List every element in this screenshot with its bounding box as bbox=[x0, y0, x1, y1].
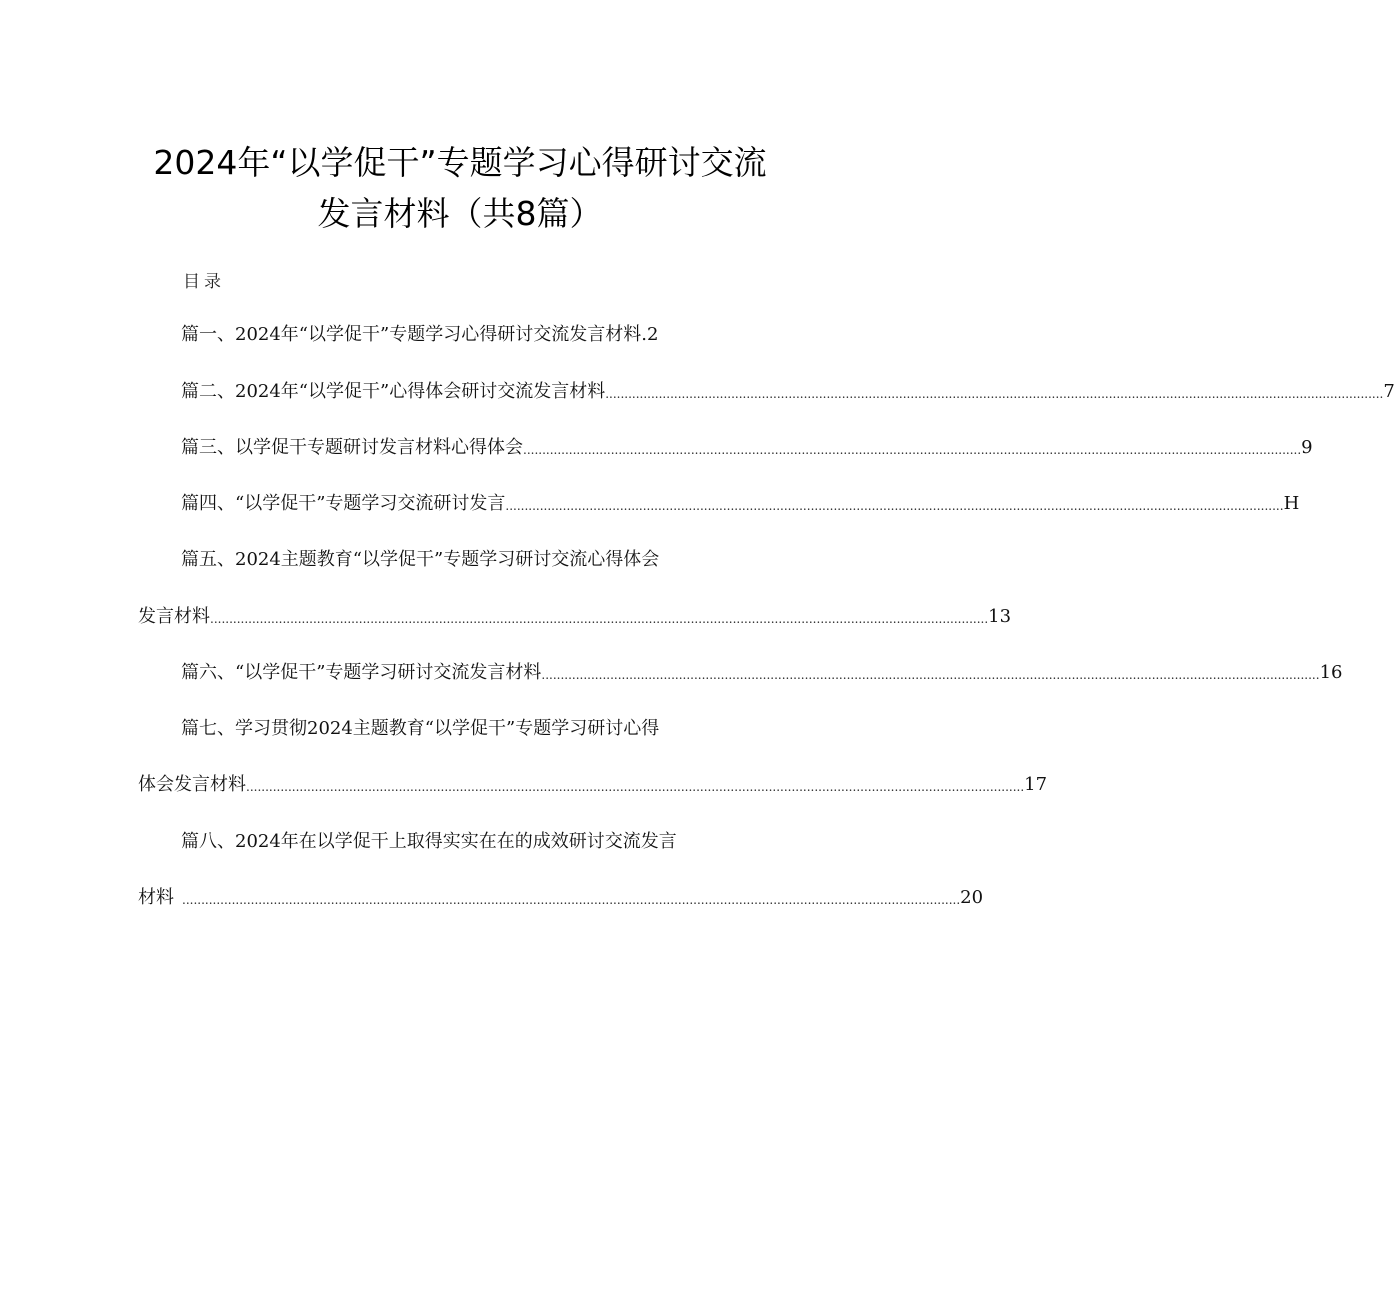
toc-entry-1-text: 篇一、2024年“以学促干”专题学习心得研讨交流发言材料 bbox=[181, 324, 642, 345]
toc-entry-6-page: 16 bbox=[1319, 662, 1343, 683]
toc-entry-4[interactable] bbox=[181, 491, 1300, 517]
toc-entry-8-continuation-text: 材料 bbox=[138, 887, 174, 908]
toc-entry-1[interactable] bbox=[181, 322, 741, 348]
toc-entry-3-leader: ............................................................................................................................................................................................................ bbox=[523, 443, 1302, 457]
document-title-line-1: 2024年“以学促干”专题学习心得研讨交流 bbox=[153, 143, 767, 182]
document-title-line-2: 发言材料（共8篇） bbox=[317, 194, 603, 233]
toc-entry-3-text: 篇三、以学促干专题研讨发言材料心得体会 bbox=[181, 437, 523, 458]
toc-entry-6[interactable] bbox=[181, 660, 1343, 686]
toc-entry-2-leader: ............................................................................................................................................................................................................ bbox=[605, 387, 1384, 401]
toc-entry-8[interactable] bbox=[181, 829, 781, 855]
toc-entry-8-text: 篇八、2024年在以学促干上取得实实在在的成效研讨交流发言 bbox=[181, 831, 677, 852]
toc-entry-7-continuation[interactable] bbox=[138, 772, 1048, 798]
toc-entry-2[interactable] bbox=[181, 379, 1395, 405]
toc-heading: 目录 bbox=[183, 272, 225, 292]
toc-entry-4-page: H bbox=[1283, 493, 1300, 514]
toc-entry-1-page: .2 bbox=[641, 324, 659, 345]
toc-entry-8-page: 20 bbox=[960, 887, 984, 908]
toc-entry-5[interactable] bbox=[181, 547, 781, 573]
toc-entry-3-page: 9 bbox=[1301, 437, 1313, 458]
toc-entry-6-text: 篇六、“以学促干”专题学习研讨交流发言材料 bbox=[181, 662, 542, 683]
toc-entry-8-continuation[interactable] bbox=[138, 885, 984, 911]
toc-entry-7-leader: ............................................................................................................................................................................................................ bbox=[246, 780, 1025, 794]
toc-entry-8-leader: ............................................................................................................................................................................................................ bbox=[182, 893, 961, 907]
toc-entry-5-text: 篇五、2024主题教育“以学促干”专题学习研讨交流心得体会 bbox=[181, 549, 660, 570]
toc-entry-5-page: 13 bbox=[988, 606, 1012, 627]
toc-entry-5-continuation[interactable] bbox=[138, 604, 1012, 630]
toc-entry-2-text: 篇二、2024年“以学促干”心得体会研讨交流发言材料 bbox=[181, 381, 606, 402]
toc-entry-6-leader: ............................................................................................................................................................................................................ bbox=[541, 668, 1320, 682]
toc-entry-5-leader: ............................................................................................................................................................................................................ bbox=[210, 612, 989, 626]
toc-entry-2-page: 7 bbox=[1383, 381, 1395, 402]
toc-entry-5-continuation-text: 发言材料 bbox=[138, 606, 210, 627]
toc-entry-7[interactable] bbox=[181, 716, 781, 742]
toc-entry-7-continuation-text: 体会发言材料 bbox=[138, 774, 246, 795]
toc-entry-4-leader: ............................................................................................................................................................................................................ bbox=[505, 499, 1284, 513]
toc-entry-3[interactable] bbox=[181, 435, 1313, 461]
toc-entry-4-text: 篇四、“以学促干”专题学习交流研讨发言 bbox=[181, 493, 506, 514]
toc-entry-7-text: 篇七、学习贯彻2024主题教育“以学促干”专题学习研讨心得 bbox=[181, 718, 660, 739]
toc-entry-7-page: 17 bbox=[1024, 774, 1048, 795]
